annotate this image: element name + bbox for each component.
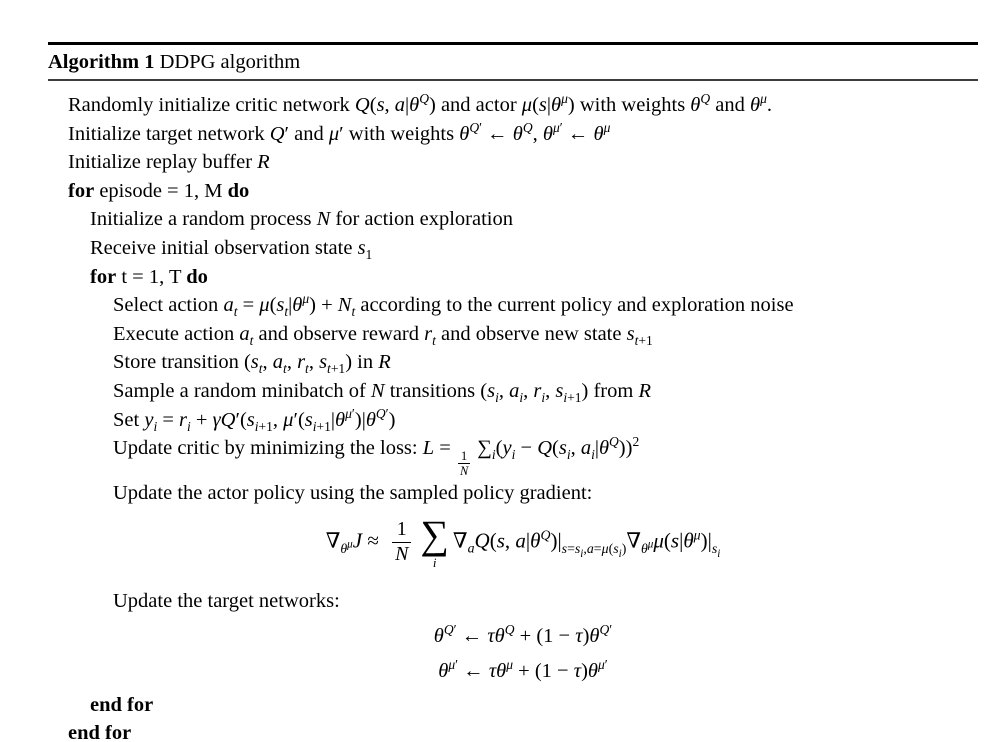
algorithm-line: Sample a random minibatch of N transitions ($s_i$, $a_i$, $r_i$, $s_{i+1}$) from R [113,379,651,406]
algorithm-box [48,42,978,742]
algorithm-line: Receive initial observation state $s_1$ [90,236,373,263]
algorithm-title [48,45,978,79]
algorithm-line: Update the actor policy using the sampled policy gradient: [113,481,593,504]
algorithm-line: for t = 1, T do [90,265,208,288]
algorithm-line: Initialize replay buffer R [68,151,270,174]
algorithm-line: Set $y_i = r_i + \gamma Q'(s_{i+1}$, $\mu'(s_{i+1}|\theta^{\mu'})|\theta^{Q'}$) [113,405,396,434]
algorithm-line: Update the target networks: [113,590,340,613]
algorithm-line: end for [68,722,132,742]
algorithm-line: for episode = 1, M do [68,179,250,202]
algorithm-line: Store transition ($s_t$, $a_t$, $r_t$, $s_{t+1}$) in R [113,351,391,377]
equation-display: $\theta^{\mu'}$ ← $\tau\theta^\mu + (1 - \tau)\theta^{\mu'}$ [438,656,608,682]
algorithm-line: Initialize target network Q′ and μ′ with weights $\theta^{Q'}$ ← $\theta^Q$, $\theta^{\mu'}$ ← $\theta^\mu$ [68,119,611,145]
algorithm-line: Update critic by minimizing the loss: L = $\frac{1}{N}$ $\sum_i(y_i - Q(s_i$, $a_i|\theta^Q))^2$ [113,434,640,479]
algorithm-body [48,81,978,742]
algorithm-line: Initialize a random process N for action exploration [90,208,513,231]
algorithm-line: Select action $a_t = \mu(s_t|\theta^\mu) + N_t$ according to the current policy and exploration noise [113,291,794,320]
algorithm-title-label: Algorithm 1 [48,51,155,73]
algorithm-title-name: DDPG algorithm [154,51,301,73]
algorithm-line: Execute action $a_t$ and observe reward $r_t$ and observe new state $s_{t+1}$ [113,322,653,348]
algorithm-line: end for [90,693,154,716]
equation-display: $\theta^{Q'}$ ← $\tau\theta^Q + (1 - \tau)\theta^{Q'}$ [433,621,613,647]
algorithm-line: Randomly initialize critic network Q(s, $a|\theta^Q$) and actor $\mu(s|\theta^\mu)$ with weights $\theta^Q$ and $\theta^\mu$. [68,91,772,116]
equation-display: $\nabla_{\theta^\mu}J$ ≈ $\frac{1}{N}$ ∑ i $\nabla_aQ(s$, $a|\theta^Q)|_{s=s_i,a=\mu(s_i)}\nabla_{\theta^\mu}\mu(s|\theta^\mu)|_{s_i}$ [325,512,721,571]
